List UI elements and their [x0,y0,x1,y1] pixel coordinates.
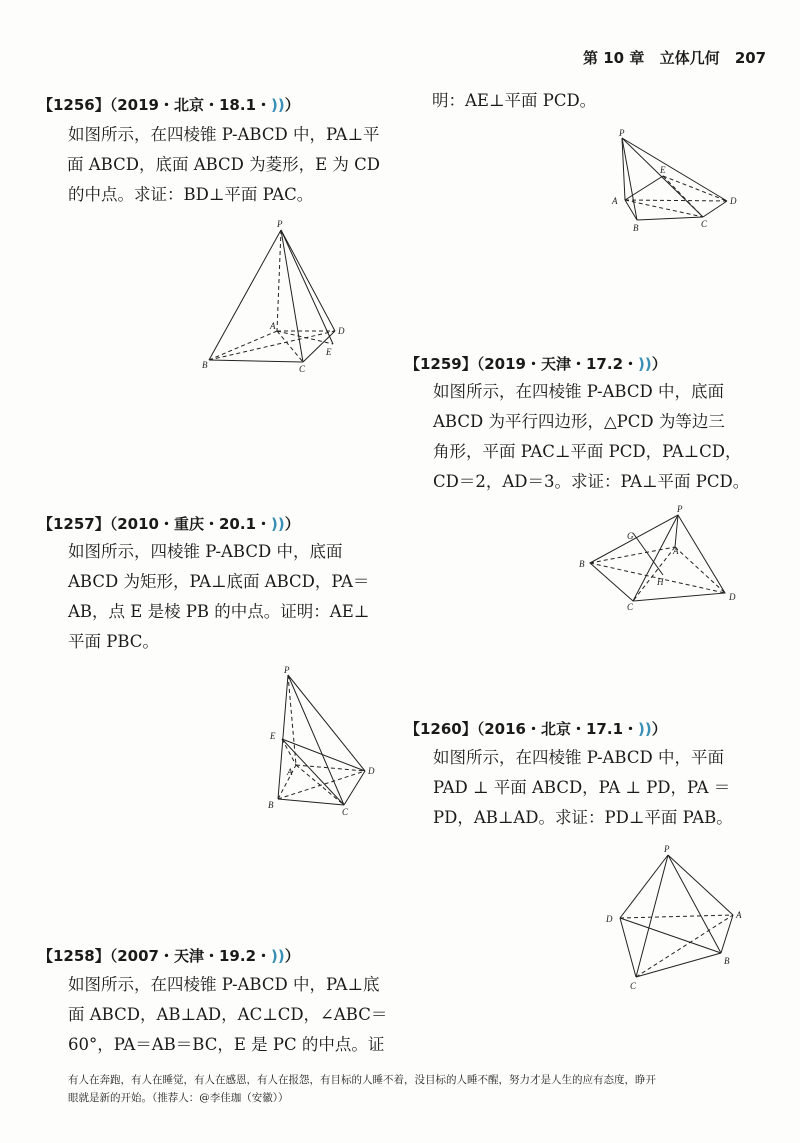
figure-1259 [575,503,745,613]
label-C: C [630,981,637,991]
label-E: E [270,731,276,741]
page-number: 207 [734,49,767,67]
label-B: B [202,360,208,370]
problem-1260-text: 如图所示，在四棱锥 P-ABCD 中，平面 PAD ⊥ 平面 ABCD，PA ⊥ PD，PA ＝ PD，AB⊥AD。求证：PD⊥平面 PAB。 [433,748,733,827]
label-A: A [287,767,293,777]
label-P: P [284,665,290,675]
page-header [583,47,766,68]
problem-source: （2019・北京・18.1・ [109,96,272,114]
label-A: A [736,910,742,920]
footer-quote-line1: 有人在奔跑，有人在睡觉，有人在感恩，有人在报怨，有目标的人睡不着，没目标的人睡不醒，努力才是人生的应有态度，睁开 [68,1074,656,1086]
label-A: A [270,321,276,331]
label-A: A [612,196,618,206]
problem-1257-heading: 【1257】（2010・重庆・20.1・))） [38,515,300,533]
label-E: E [326,347,332,357]
label-D: D [730,196,737,206]
difficulty-icon: )) [271,947,285,965]
problem-1258-continuation: 明：AE⊥平面 PCD。 [432,91,597,110]
label-C: C [342,807,349,815]
chapter-title: 立体几何 [659,49,720,67]
problem-1260-heading: 【1260】（2016・北京・17.1・))） [405,720,667,738]
problem-1258-text: 如图所示，在四棱锥 P-ABCD 中，PA⊥底 面 ABCD，AB⊥AD，AC⊥CD，∠ABC＝ 60°，PA＝AB＝BC，E 是 PC 的中点。证 [68,975,388,1054]
figure-1257 [262,665,382,815]
problem-1259-heading: 【1259】（2019・天津・17.2・))） [405,355,667,373]
label-P: P [677,504,683,514]
label-A: A [673,546,679,556]
label-H: H [657,577,664,587]
difficulty-icon: )) [638,355,652,373]
label-D: D [729,592,736,602]
label-G: G [627,531,634,541]
difficulty-icon: )) [271,515,285,533]
label-B: B [268,800,274,810]
label-B: B [579,559,585,569]
label-D: D [338,326,345,336]
chapter-number: 第 10 章 [583,49,645,67]
problem-1256-text: 如图所示，在四棱锥 P-ABCD 中，PA⊥平 面 ABCD，底面 ABCD 为菱形，E 为 CD 的中点。求证：BD⊥平面 PAC。 [67,125,381,204]
label-C: C [701,219,708,229]
label-C: C [627,602,634,612]
figure-1256 [195,218,355,373]
label-D: D [606,914,613,924]
label-P: P [664,844,670,854]
label-B: B [633,223,639,233]
figure-1258 [607,128,747,238]
problem-1258-heading: 【1258】（2007・天津・19.2・))） [38,947,300,965]
figure-1260 [598,843,748,993]
problem-id: 【1256】 [38,96,110,114]
label-P: P [277,219,283,229]
footer-quote-line2: 眼就是新的开始。（推荐人：@李佳珈（安徽）） [68,1092,289,1104]
label-P: P [619,128,625,138]
label-C: C [299,364,306,373]
problem-1257-text: 如图所示，四棱锥 P-ABCD 中，底面 ABCD 为矩形，PA⊥底面 ABCD，PA＝ AB，点 E 是棱 PB 的中点。证明：AE⊥ 平面 PBC。 [68,542,370,651]
difficulty-icon: )) [638,720,652,738]
page-footer [68,1071,656,1107]
difficulty-icon: )) [271,96,285,114]
problem-1256-heading: 【1256】（2019・北京・18.1・))） [38,96,300,114]
label-E: E [660,165,666,175]
problem-1259-text: 如图所示，在四棱锥 P-ABCD 中，底面 ABCD 为平行四边形，△PCD 为等边三 角形，平面 PAC⊥平面 PCD，PA⊥CD， CD＝2，AD＝3。求证：PA⊥平面 PCD。 [433,382,750,491]
label-B: B [724,956,730,966]
label-D: D [368,766,375,776]
